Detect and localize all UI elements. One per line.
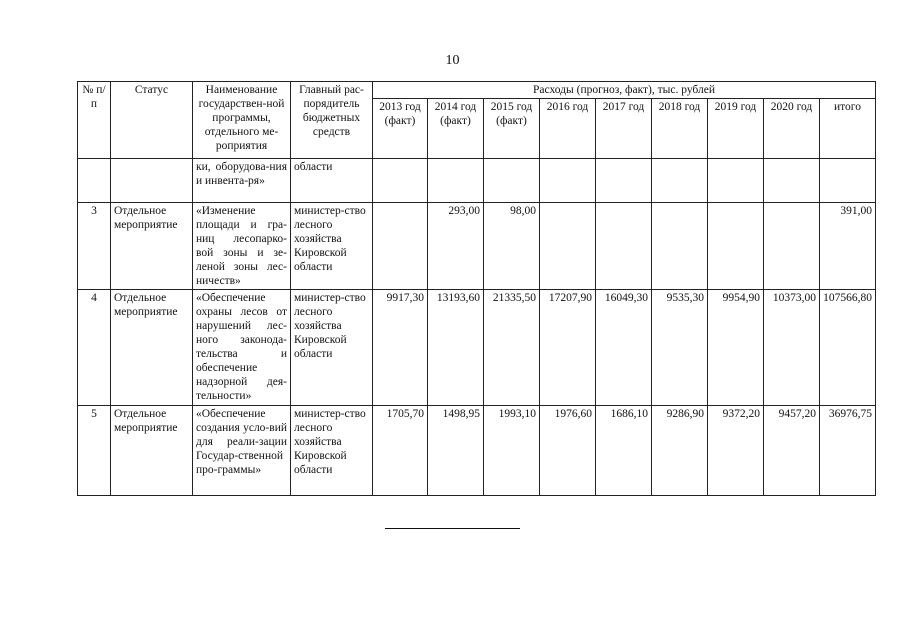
header-program-name: Наименование государствен-ной программы, отдельного ме-роприятия (193, 82, 291, 159)
row-program-name: «Обеспечение создания усло-вий для реали-зации Государ-ственной про-граммы» (193, 406, 291, 496)
row-total: 36976,75 (820, 406, 876, 496)
header-expenses: Расходы (прогноз, факт), тыс. рублей (373, 82, 876, 99)
row-value: 1976,60 (540, 406, 596, 496)
header-year: 2016 год (540, 99, 596, 159)
row-value: 13193,60 (428, 290, 484, 406)
header-number: № п/п (78, 82, 111, 159)
row-value (540, 159, 596, 203)
row-number: 4 (78, 290, 111, 406)
row-value (652, 159, 708, 203)
row-value: 9372,20 (708, 406, 764, 496)
footer-divider (385, 528, 520, 529)
table-row (78, 406, 876, 496)
row-value (708, 203, 764, 290)
row-value: 1498,95 (428, 406, 484, 496)
row-value: 293,00 (428, 203, 484, 290)
row-total (820, 159, 876, 203)
row-value: 21335,50 (484, 290, 540, 406)
row-number (78, 159, 111, 203)
header-status: Статус (111, 82, 193, 159)
header-year: 2018 год (652, 99, 708, 159)
row-status: Отдельное мероприятие (111, 203, 193, 290)
row-value: 9286,90 (652, 406, 708, 496)
row-value (708, 159, 764, 203)
row-value (428, 159, 484, 203)
row-status: Отдельное мероприятие (111, 290, 193, 406)
row-budget-administrator: министер-ство лесного хозяйства Кировской области (291, 406, 373, 496)
row-value: 1686,10 (596, 406, 652, 496)
header-year: 2014 год (факт) (428, 99, 484, 159)
header-year: 2013 год (факт) (373, 99, 428, 159)
header-budget-administrator: Главный рас-порядитель бюджетных средств (291, 82, 373, 159)
row-value (652, 203, 708, 290)
row-budget-administrator: министер-ство лесного хозяйства Кировской области (291, 290, 373, 406)
row-budget-administrator: министер-ство лесного хозяйства Кировской области (291, 203, 373, 290)
row-value (596, 203, 652, 290)
row-program-name: ки, оборудова-ния и инвента-ря» (193, 159, 291, 203)
table-row (78, 290, 876, 406)
row-program-name: «Обеспечение охраны лесов от нарушений лес-ного законода-тельства и обеспечение надзорной дея-тельности» (193, 290, 291, 406)
header-total: итого (820, 99, 876, 159)
row-value: 10373,00 (764, 290, 820, 406)
header-year: 2017 год (596, 99, 652, 159)
page-number: 10 (445, 53, 460, 68)
row-value (764, 203, 820, 290)
header-year: 2020 год (764, 99, 820, 159)
row-value: 16049,30 (596, 290, 652, 406)
row-value: 98,00 (484, 203, 540, 290)
table-row (78, 159, 876, 203)
row-budget-administrator: области (291, 159, 373, 203)
row-status: Отдельное мероприятие (111, 406, 193, 496)
row-value (484, 159, 540, 203)
row-value: 9535,30 (652, 290, 708, 406)
row-value: 17207,90 (540, 290, 596, 406)
table-row (78, 203, 876, 290)
row-program-name: «Изменение площади и гра-ниц лесопарко-вой зоны и зе-леной зоны лес-ничеств» (193, 203, 291, 290)
row-value: 1705,70 (373, 406, 428, 496)
row-total: 391,00 (820, 203, 876, 290)
row-number: 3 (78, 203, 111, 290)
header-year: 2015 год (факт) (484, 99, 540, 159)
row-number: 5 (78, 406, 111, 496)
row-value: 9457,20 (764, 406, 820, 496)
row-value (764, 159, 820, 203)
row-status (111, 159, 193, 203)
row-value: 1993,10 (484, 406, 540, 496)
row-value: 9917,30 (373, 290, 428, 406)
row-value (596, 159, 652, 203)
row-value (373, 203, 428, 290)
row-value (373, 159, 428, 203)
budget-table (77, 81, 876, 496)
header-year: 2019 год (708, 99, 764, 159)
row-total: 107566,80 (820, 290, 876, 406)
row-value: 9954,90 (708, 290, 764, 406)
header-row (78, 82, 876, 99)
row-value (540, 203, 596, 290)
